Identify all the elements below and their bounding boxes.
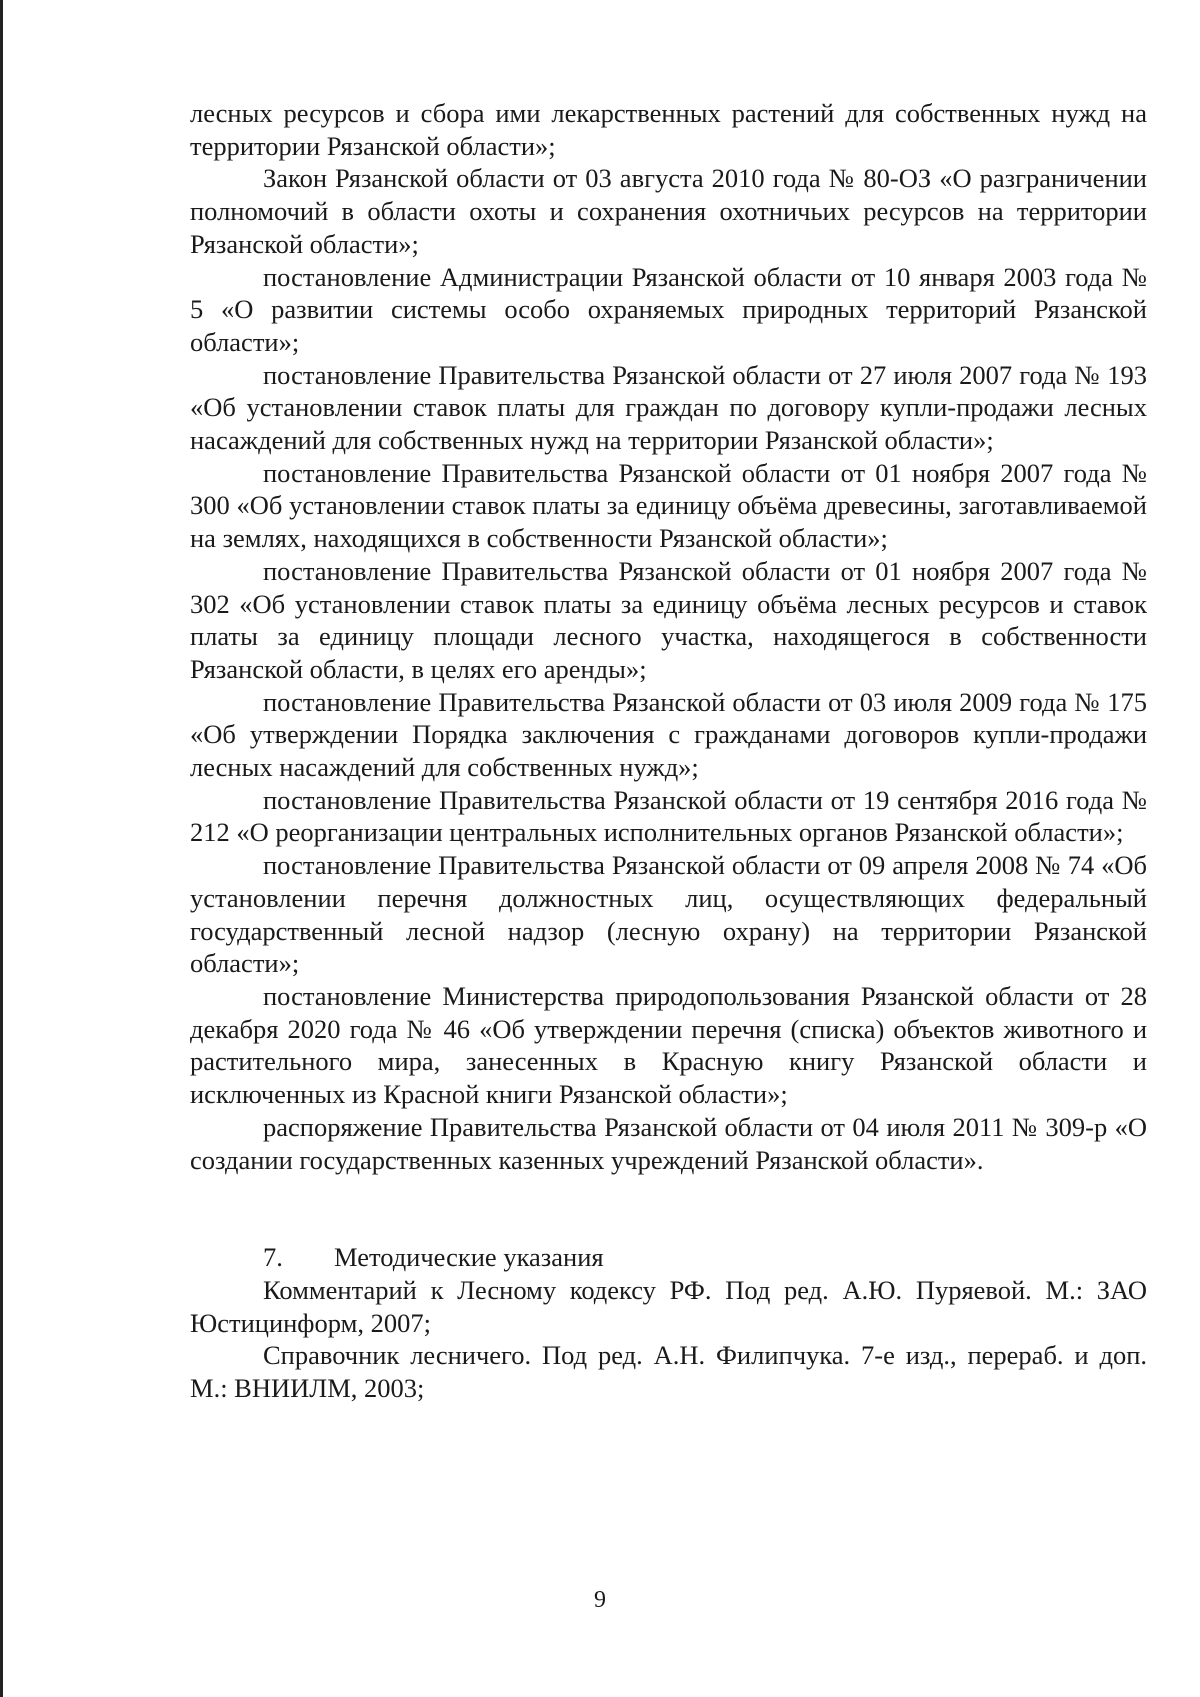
paragraph-resolution-302: постановление Правительства Рязанской области от 01 ноября 2007 года № 302 «Об установлении ставок платы за единицу объёма лесных ресурсов и ставок платы за единицу площади лесного участка, находящегося в собственности Рязанской области, в целях его аренды»; [190, 555, 1147, 684]
section-heading [190, 1241, 1147, 1274]
paragraph-reference-commentary: Комментарий к Лесному кодексу РФ. Под ред. А.Ю. Пуряевой. М.: ЗАО Юстицинформ, 2007; [190, 1274, 1147, 1338]
paragraph-continuation: лесных ресурсов и сбора ими лекарственных растений для собственных нужд на территории Рязанской области»; [190, 98, 1147, 161]
scan-left-edge [0, 0, 3, 1697]
paragraph-reference-handbook: Справочник лесничего. Под ред. А.Н. Филипчука. 7-е изд., перераб. и доп. М.: ВНИИЛМ, 2003; [190, 1340, 1147, 1404]
paragraph-resolution-46: постановление Министерства природопользования Рязанской области от 28 декабря 2020 года № 46 «Об утверждении перечня (списка) объектов животного и растительного мира, занесенных в Красную книгу Рязанской области и исключенных из Красной книги Рязанской области»; [190, 980, 1147, 1110]
paragraph-resolution-175: постановление Правительства Рязанской области от 03 июля 2009 года № 175 «Об утверждении Порядка заключения с гражданами договоров купли-продажи лесных насаждений для собственных нужд»; [190, 686, 1147, 783]
paragraph-resolution-300: постановление Правительства Рязанской области от 01 ноября 2007 года № 300 «Об установлении ставок платы за единицу объёма древесины, заготавливаемой на землях, находящихся в собственности Рязанской области»; [190, 457, 1147, 554]
paragraph-order-309-r: распоряжение Правительства Рязанской области от 04 июля 2011 № 309-р «О создании государственных казенных учреждений Рязанской области». [190, 1111, 1147, 1175]
paragraph-resolution-74: постановление Правительства Рязанской области от 09 апреля 2008 № 74 «Об установлении перечня должностных лиц, осуществляющих федеральный государственный лесной надзор (лесную охрану) на территории Рязанской области»; [190, 850, 1147, 979]
paragraph-resolution-212: постановление Правительства Рязанской области от 19 сентября 2016 года № 212 «О реорганизации центральных исполнительных органов Рязанской области»; [190, 784, 1147, 848]
page-number: 9 [594, 1587, 606, 1613]
section-title: Методические указания [334, 1242, 604, 1273]
paragraph-resolution-5: постановление Администрации Рязанской области от 10 января 2003 года № 5 «О развитии системы особо охраняемых природных территорий Рязанской области»; [190, 261, 1147, 357]
section-number: 7. [263, 1242, 283, 1273]
paragraph-resolution-193: постановление Правительства Рязанской области от 27 июля 2007 года № 193 «Об установлении ставок платы для граждан по договору купли-продажи лесных насаждений для собственных нужд на территории Рязанской области»; [190, 359, 1147, 456]
paragraph-law-80-oz: Закон Рязанской области от 03 августа 2010 года № 80-ОЗ «О разграничении полномочий в области охоты и сохранения охотничьих ресурсов на территории Рязанской области»; [190, 163, 1147, 259]
document-page [190, 97, 1147, 1405]
